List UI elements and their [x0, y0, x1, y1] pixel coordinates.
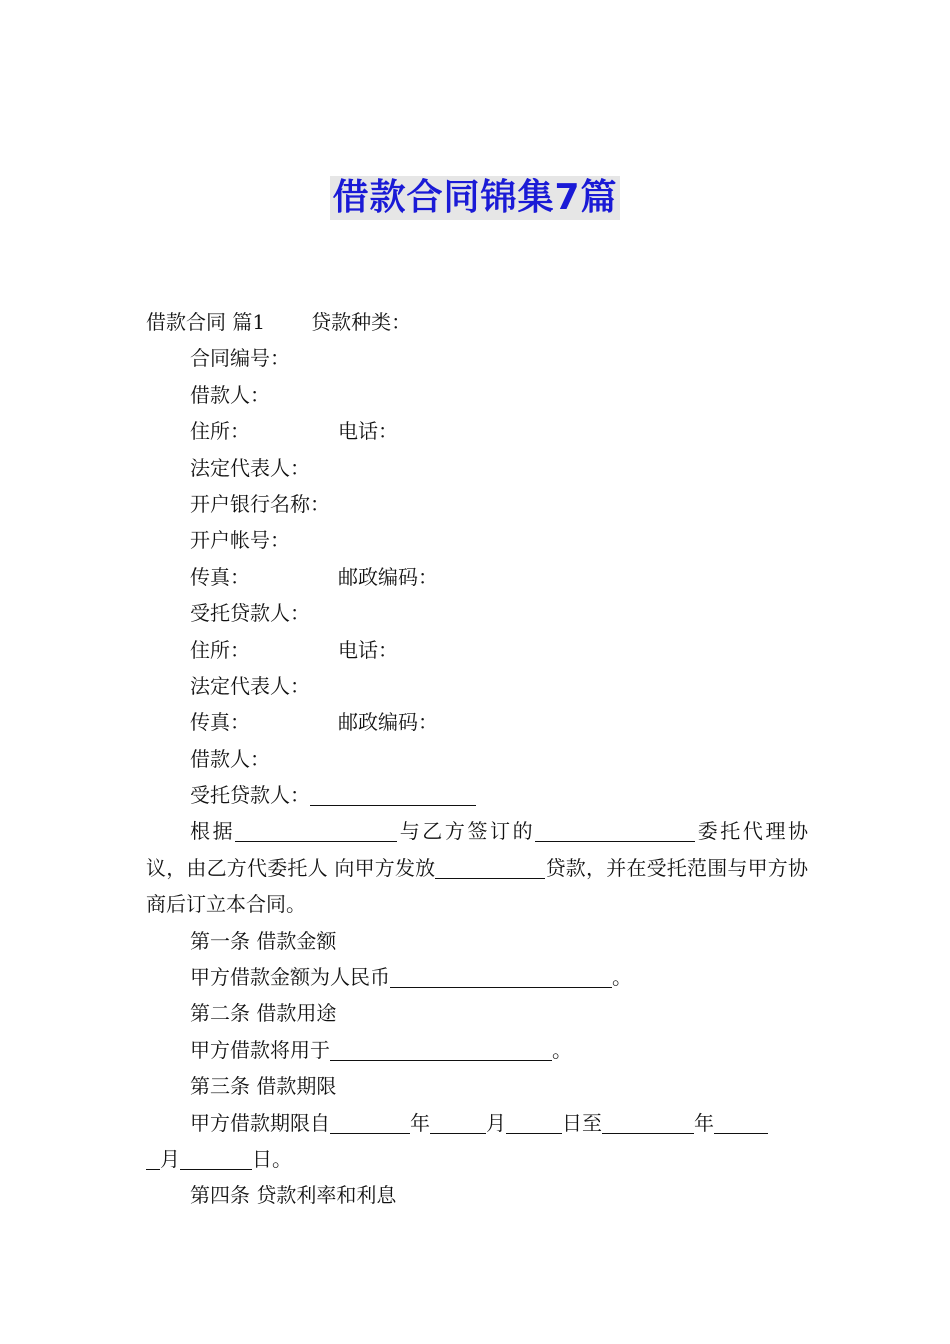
- blank-underline: [235, 815, 397, 842]
- line-borrower-sign: [146, 741, 808, 777]
- line-borrower: [146, 377, 808, 413]
- blank-underline: [310, 779, 476, 806]
- line-borrower-address: [146, 413, 808, 449]
- blank-underline: [714, 1107, 768, 1134]
- article-text: 月: [486, 1110, 506, 1135]
- contract-chapter-label: 借款合同 篇1: [146, 310, 266, 334]
- line-trustee-lender: [146, 595, 808, 631]
- account-number-label: 开户帐号：: [190, 528, 290, 553]
- fax-label: 传真：: [190, 564, 250, 589]
- address-label: 住所：: [190, 419, 250, 444]
- borrower-sign-label: 借款人：: [190, 746, 270, 771]
- postcode-label: 邮政编码：: [338, 710, 438, 735]
- line-fax-postcode: [146, 559, 808, 595]
- line-contract-number: [146, 340, 808, 376]
- paragraph-basis: [146, 813, 808, 922]
- blank-underline: [435, 852, 545, 879]
- article-text: 日。: [252, 1147, 292, 1172]
- article-text: 日至: [562, 1110, 602, 1135]
- line-trustee-address: [146, 632, 808, 668]
- article-3-text-cont: [146, 1141, 808, 1177]
- article-heading: 第四条 贷款利率和利息: [190, 1183, 397, 1208]
- fax-label: 传真：: [190, 710, 250, 735]
- blank-underline: [430, 1107, 486, 1134]
- title-container: [0, 176, 950, 220]
- line-trustee-sign: [146, 777, 808, 813]
- blank-underline: [146, 1143, 160, 1170]
- article-text: 。: [552, 1037, 572, 1062]
- article-text: 甲方借款将用于: [190, 1037, 330, 1062]
- article-1-heading: [146, 923, 808, 959]
- line-contract-header: [146, 304, 808, 340]
- article-1-text: [146, 959, 808, 995]
- blank-underline: [330, 1107, 410, 1134]
- blank-underline: [535, 815, 695, 842]
- line-trustee-legal-rep: [146, 668, 808, 704]
- bank-name-label: 开户银行名称：: [190, 491, 330, 516]
- trustee-lender-label: 受托贷款人：: [190, 601, 310, 626]
- article-text: 。: [612, 965, 632, 990]
- address-label: 住所：: [190, 637, 250, 662]
- document-title: 借款合同锦集7篇: [332, 177, 618, 218]
- article-heading: 第一条 借款金额: [190, 928, 337, 953]
- article-2-heading: [146, 995, 808, 1031]
- article-text: 甲方借款期限自: [190, 1110, 330, 1135]
- loan-type-label: 贷款种类：: [311, 310, 412, 334]
- legal-rep-label: 法定代表人：: [190, 673, 310, 698]
- paragraph-text: 根据: [190, 819, 236, 844]
- article-4-heading: [146, 1177, 808, 1213]
- line-bank-name: [146, 486, 808, 522]
- article-2-text: [146, 1032, 808, 1068]
- article-text: 年: [694, 1110, 714, 1135]
- contract-number-label: 合同编号：: [190, 346, 290, 371]
- blank-underline: [390, 961, 612, 988]
- article-3-text: [146, 1105, 808, 1141]
- line-account-number: [146, 522, 808, 558]
- blank-underline: [602, 1107, 694, 1134]
- article-heading: 第二条 借款用途: [190, 1001, 337, 1026]
- article-text: 甲方借款金额为人民币: [190, 965, 390, 990]
- paragraph-text: 委托代理协议，由乙方代委托人 向甲方发放: [146, 819, 809, 880]
- borrower-label: 借款人：: [190, 382, 270, 407]
- article-3-heading: [146, 1068, 808, 1104]
- article-text: 月: [160, 1147, 180, 1172]
- paragraph-text: 贷款，并在受托范围与甲方协商后订立本合同。: [146, 855, 809, 917]
- blank-underline: [506, 1107, 562, 1134]
- paragraph-text: 与乙方签订的: [397, 819, 536, 844]
- blank-underline: [180, 1143, 252, 1170]
- article-heading: 第三条 借款期限: [190, 1074, 337, 1099]
- postcode-label: 邮政编码：: [338, 564, 438, 589]
- line-trustee-fax-postcode: [146, 704, 808, 740]
- document-body: [146, 304, 808, 1214]
- line-legal-rep: [146, 450, 808, 486]
- phone-label: 电话：: [338, 419, 398, 444]
- blank-underline: [330, 1034, 552, 1061]
- phone-label: 电话：: [338, 637, 398, 662]
- trustee-sign-label: 受托贷款人：: [190, 783, 310, 808]
- article-text: 年: [410, 1110, 430, 1135]
- legal-rep-label: 法定代表人：: [190, 455, 310, 480]
